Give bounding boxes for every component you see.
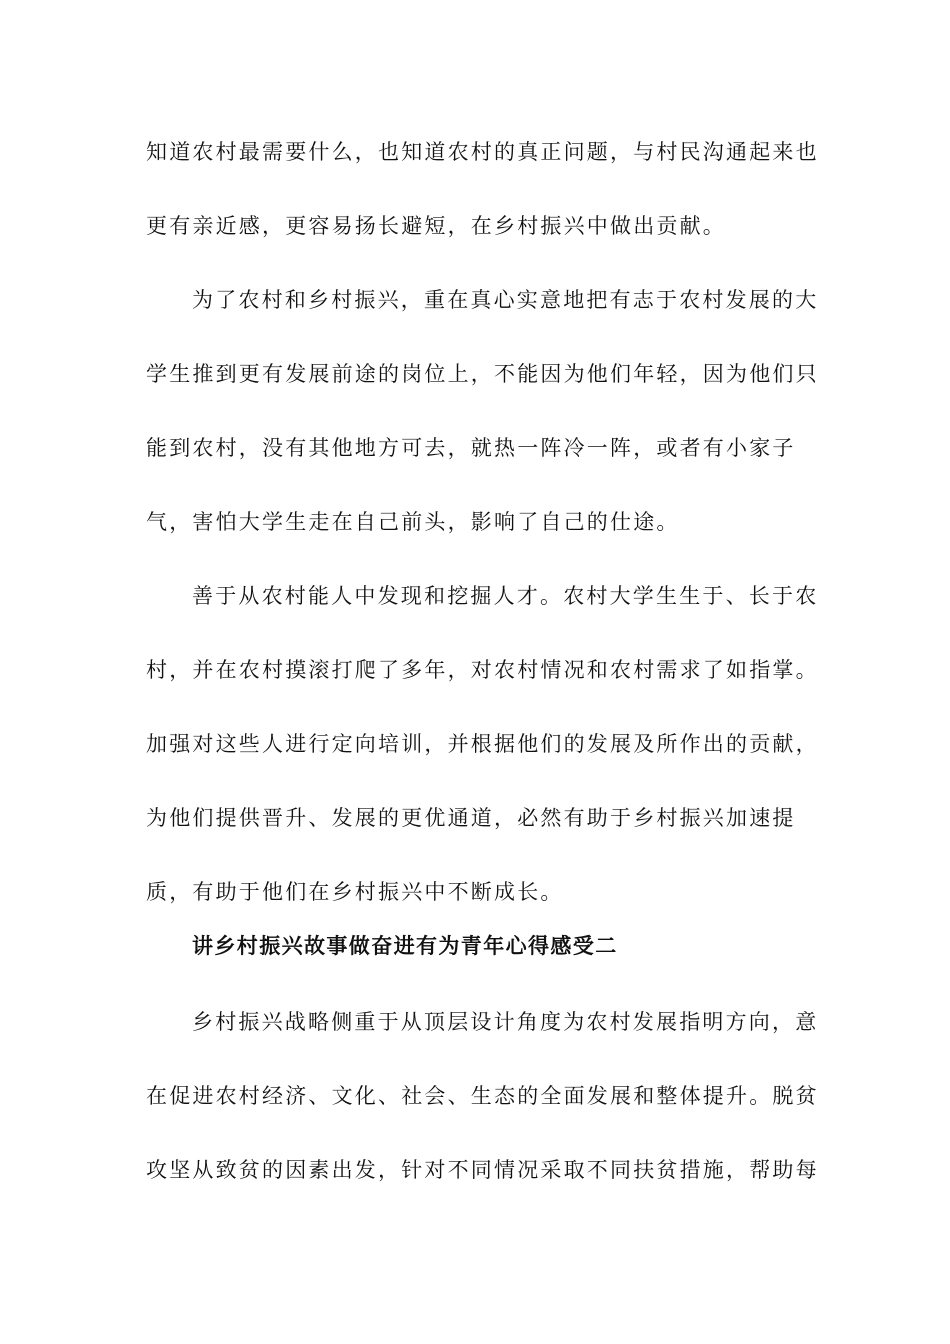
paragraph-3-line-2: 村，并在农村摸滚打爬了多年，对农村情况和农村需求了如指掌。	[146, 658, 819, 682]
paragraph-2-line-2: 学生推到更有发展前途的岗位上，不能因为他们年轻，因为他们只	[146, 362, 819, 386]
paragraph-2-line-1: 为了农村和乡村振兴，重在真心实意地把有志于农村发展的大	[192, 288, 819, 312]
paragraph-3-line-1: 善于从农村能人中发现和挖掘人才。农村大学生生于、长于农	[192, 584, 819, 608]
paragraph-4-line-1: 乡村振兴战略侧重于从顶层设计角度为农村发展指明方向，意	[192, 1010, 819, 1034]
paragraph-3-line-4: 为他们提供晋升、发展的更优通道，必然有助于乡村振兴加速提	[146, 806, 796, 830]
paragraph-1-line-2: 更有亲近感，更容易扬长避短，在乡村振兴中做出贡献。	[146, 214, 726, 238]
paragraph-2-line-4: 气，害怕大学生走在自己前头，影响了自己的仕途。	[146, 510, 680, 534]
paragraph-3-line-3: 加强对这些人进行定向培训，并根据他们的发展及所作出的贡献，	[146, 732, 819, 756]
paragraph-1-line-1: 知道农村最需要什么，也知道农村的真正问题，与村民沟通起来也	[146, 140, 819, 164]
paragraph-2-line-3: 能到农村，没有其他地方可去，就热一阵冷一阵，或者有小家子	[146, 436, 796, 460]
paragraph-4-line-2: 在促进农村经济、文化、社会、生态的全面发展和整体提升。脱贫	[146, 1084, 819, 1108]
section-heading: 讲乡村振兴故事做奋进有为青年心得感受二	[192, 934, 618, 958]
paragraph-4-line-3: 攻坚从致贫的因素出发，针对不同情况采取不同扶贫措施，帮助每	[146, 1158, 819, 1182]
paragraph-3-line-5: 质，有助于他们在乡村振兴中不断成长。	[146, 880, 564, 904]
